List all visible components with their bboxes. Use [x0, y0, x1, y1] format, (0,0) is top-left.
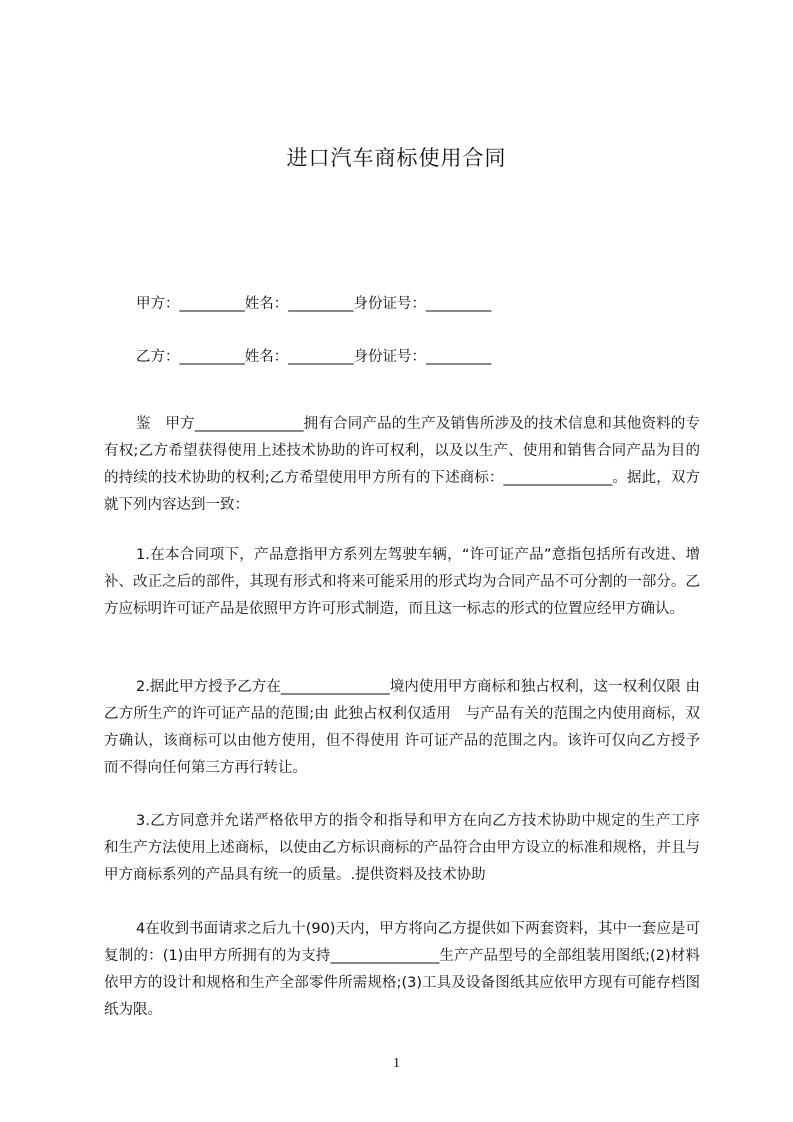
- paragraph-clause-1: 1.在本合同项下，产品意指甲方系列左驾驶车辆，“许可证产品”意指包括所有改进、增补、改正之后的部件，其现有形式和将来可能采用的形式均为合同产品不可分割的一部分。乙方应标明许可证产品是依照甲方许可形式制造，而且这一标志的形式的位置应经甲方确认。: [104, 546, 700, 617]
- paragraph-clause-3: 3.乙方同意并允诺严格依甲方的指令和指导和甲方在向乙方技术协助中规定的生产工序和生产方法使用上述商标，以使由乙方标识商标的产品符合由甲方设立的标准和规格，并且与甲方商标系列的产品具有统一的质量。.提供资料及技术协助: [104, 812, 700, 883]
- paragraph-clause-2: 2.据此甲方授予乙方在_______________境内使用甲方商标和独占权利，这一权利仅限 由乙方所生产的许可证产品的范围;由 此独占权利仅适用 与产品有关的范围之内使用商标，双方确认，该商标可以由他方使用，但不得使用 许可证产品的范围之内。该许可仅向乙方授予而不得向任何第三方再行转让。: [104, 678, 700, 776]
- page-number: 1: [393, 1056, 400, 1071]
- paragraph-preamble: 鉴 甲方_______________拥有合同产品的生产及销售所涉及的技术信息和其他资料的专有权;乙方希望获得使用上述技术协助的许可权利，以及以生产、使用和销售合同产品为目的的持续的技术协助的权利;乙方希望使用甲方所有的下述商标：_______________。据此，双方就下列内容达到一致：: [104, 415, 700, 513]
- party-b-line: 乙方：_________姓名：_________身份证号：_________: [136, 349, 492, 365]
- party-a-line: 甲方：_________姓名：_________身份证号：_________: [136, 296, 492, 312]
- paragraph-clause-4: 4在收到书面请求之后九十(90)天内，甲方将向乙方提供如下两套资料，其中一套应是可复制的：(1)由甲方所拥有的为支持_______________生产产品型号的全部组装用图纸;(2)材料依甲方的设计和规格和生产全部零件所需规格;(3)工具及设备图纸其应依甲方现有可能存档图纸为限。: [104, 920, 700, 1018]
- document-title: 进口汽车商标使用合同: [286, 146, 507, 170]
